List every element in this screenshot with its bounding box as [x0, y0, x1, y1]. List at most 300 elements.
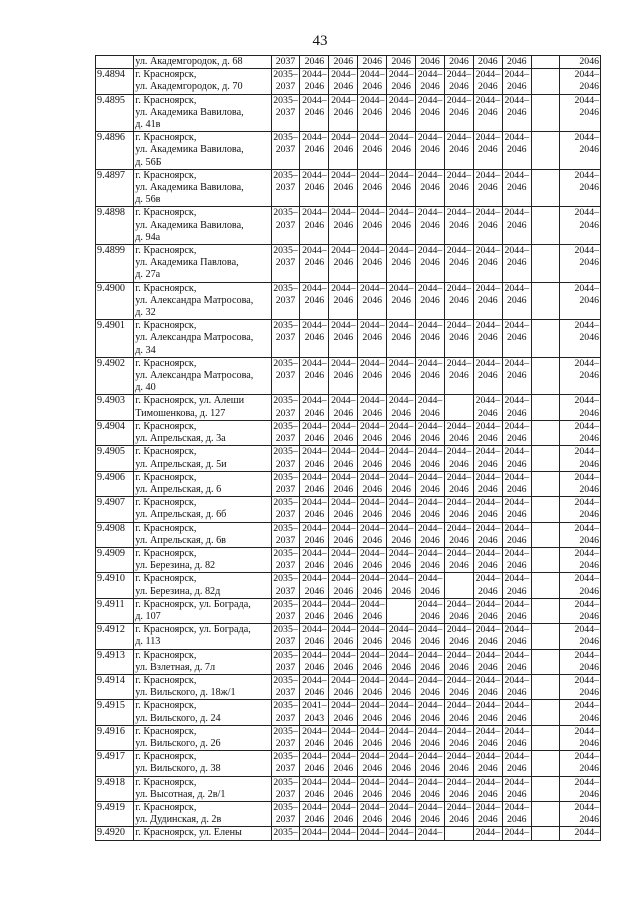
year-cell: 2044– 2046 — [473, 801, 502, 826]
year-cell: 2044– 2046 — [358, 751, 387, 776]
year-cell: 2044– 2046 — [387, 751, 416, 776]
year-cell: 2044– 2046 — [300, 547, 329, 572]
row-number: 9.4904 — [96, 420, 134, 445]
row-number: 9.4906 — [96, 471, 134, 496]
year-cell: 2044– 2046 — [444, 497, 473, 522]
empty-cell — [531, 776, 559, 801]
year-cell: 2037 — [271, 56, 300, 69]
year-cell: 2044– 2046 — [444, 751, 473, 776]
table-row — [96, 320, 601, 358]
year-cell: 2044– 2046 — [300, 420, 329, 445]
year-cell: 2044– 2046 — [444, 649, 473, 674]
year-cell: 2044– 2046 — [387, 573, 416, 598]
address-cell: г. Красноярск, ул. Апрельская, д. 3а — [134, 420, 271, 445]
address-cell: г. Красноярск, ул. Академика Вавилова, д. 56Б — [134, 132, 271, 170]
year-cell: 2044– — [387, 827, 416, 840]
table-row — [96, 94, 601, 132]
table-row — [96, 446, 601, 471]
empty-cell — [531, 573, 559, 598]
year-cell: 2044– 2046 — [300, 801, 329, 826]
year-cell: 2035– 2037 — [271, 725, 300, 750]
year-cell: 2044– 2046 — [358, 420, 387, 445]
year-cell: 2044– 2046 — [444, 169, 473, 207]
final-year-cell: 2044– 2046 — [559, 446, 600, 471]
row-number: 9.4901 — [96, 320, 134, 358]
year-cell: 2044– 2046 — [387, 522, 416, 547]
year-cell: 2044– 2046 — [473, 446, 502, 471]
year-cell: 2044– 2046 — [329, 700, 358, 725]
final-year-cell: 2044– 2046 — [559, 169, 600, 207]
empty-cell — [531, 725, 559, 750]
year-cell: 2044– 2046 — [358, 801, 387, 826]
year-cell: 2044– 2046 — [416, 547, 445, 572]
year-cell: 2044– 2046 — [358, 649, 387, 674]
year-cell: 2035– 2037 — [271, 674, 300, 699]
year-cell: 2044– 2046 — [473, 245, 502, 283]
year-cell: 2044– — [300, 827, 329, 840]
year-cell: 2046 — [444, 56, 473, 69]
row-number: 9.4911 — [96, 598, 134, 623]
year-cell: 2044– 2046 — [473, 598, 502, 623]
year-cell: 2044– 2046 — [502, 420, 531, 445]
final-year-cell: 2044– 2046 — [559, 357, 600, 395]
year-cell: 2044– 2046 — [329, 598, 358, 623]
final-year-cell: 2044– 2046 — [559, 420, 600, 445]
year-cell: 2044– 2046 — [329, 725, 358, 750]
empty-cell — [531, 245, 559, 283]
year-cell: 2035– 2037 — [271, 471, 300, 496]
year-cell: 2044– 2046 — [387, 446, 416, 471]
final-year-cell: 2044– — [559, 827, 600, 840]
address-cell: г. Красноярск, ул. Александра Матросова, д. 34 — [134, 320, 271, 358]
year-cell: 2035– 2037 — [271, 132, 300, 170]
year-cell: 2044– 2046 — [300, 245, 329, 283]
table-row — [96, 282, 601, 320]
table-row — [96, 69, 601, 94]
year-cell: 2044– 2046 — [502, 674, 531, 699]
year-cell: 2044– 2046 — [300, 132, 329, 170]
row-number: 9.4920 — [96, 827, 134, 840]
empty-cell — [531, 598, 559, 623]
empty-cell — [531, 132, 559, 170]
address-cell: г. Красноярск, ул. Березина, д. 82д — [134, 573, 271, 598]
address-cell: г. Красноярск, ул. Вильского, д. 24 — [134, 700, 271, 725]
year-cell: 2044– 2046 — [300, 446, 329, 471]
row-number — [96, 56, 134, 69]
year-cell: 2044– 2046 — [329, 776, 358, 801]
year-cell: 2044– 2046 — [444, 700, 473, 725]
year-cell: 2035– 2037 — [271, 169, 300, 207]
year-cell: 2044– 2046 — [502, 169, 531, 207]
empty-cell — [531, 169, 559, 207]
year-cell: 2044– 2046 — [329, 649, 358, 674]
year-cell: 2044– 2046 — [444, 207, 473, 245]
final-year-cell: 2044– 2046 — [559, 649, 600, 674]
year-cell: 2044– 2046 — [329, 497, 358, 522]
year-cell: 2044– 2046 — [502, 547, 531, 572]
empty-cell — [531, 395, 559, 420]
row-number: 9.4908 — [96, 522, 134, 547]
year-cell: 2044– 2046 — [387, 245, 416, 283]
table-row — [96, 573, 601, 598]
year-cell: 2044– 2046 — [387, 94, 416, 132]
year-cell: 2044– 2046 — [300, 776, 329, 801]
year-cell: 2046 — [329, 56, 358, 69]
year-cell: 2044– 2046 — [387, 471, 416, 496]
year-cell: 2044– 2046 — [416, 497, 445, 522]
year-cell: 2044– 2046 — [473, 420, 502, 445]
year-cell: 2044– 2046 — [473, 674, 502, 699]
year-cell: 2044– 2046 — [300, 598, 329, 623]
address-cell: г. Красноярск, ул. Алеши Тимошенкова, д. 127 — [134, 395, 271, 420]
address-cell: г. Красноярск, ул. Вильского, д. 38 — [134, 751, 271, 776]
row-number: 9.4899 — [96, 245, 134, 283]
empty-cell — [531, 827, 559, 840]
year-cell: 2044– — [416, 827, 445, 840]
row-number: 9.4917 — [96, 751, 134, 776]
year-cell: 2044– 2046 — [387, 69, 416, 94]
table-row — [96, 649, 601, 674]
table-row — [96, 776, 601, 801]
year-cell: 2044– 2046 — [358, 776, 387, 801]
year-cell: 2044– 2046 — [473, 282, 502, 320]
year-cell: 2035– 2037 — [271, 598, 300, 623]
final-year-cell: 2044– 2046 — [559, 751, 600, 776]
year-cell: 2035– 2037 — [271, 649, 300, 674]
year-cell: 2044– 2046 — [300, 207, 329, 245]
year-cell: 2044– 2046 — [329, 573, 358, 598]
year-cell: 2044– 2046 — [358, 132, 387, 170]
year-cell: 2035– — [271, 827, 300, 840]
table-row — [96, 132, 601, 170]
year-cell: 2044– 2046 — [416, 751, 445, 776]
year-cell: 2035– 2037 — [271, 700, 300, 725]
empty-cell — [531, 420, 559, 445]
year-cell: 2044– 2046 — [444, 320, 473, 358]
year-cell: 2044– 2046 — [416, 598, 445, 623]
year-cell: 2044– 2046 — [502, 395, 531, 420]
year-cell: 2044– 2046 — [502, 776, 531, 801]
empty-cell — [531, 471, 559, 496]
year-cell: 2044– 2046 — [444, 282, 473, 320]
year-cell: 2044– 2046 — [473, 471, 502, 496]
row-number: 9.4918 — [96, 776, 134, 801]
final-year-cell: 2044– 2046 — [559, 320, 600, 358]
row-number: 9.4915 — [96, 700, 134, 725]
year-cell: 2044– 2046 — [416, 357, 445, 395]
empty-cell — [531, 522, 559, 547]
year-cell: 2044– 2046 — [387, 282, 416, 320]
year-cell: 2046 — [473, 56, 502, 69]
year-cell: 2044– 2046 — [473, 522, 502, 547]
empty-cell — [531, 56, 559, 69]
year-cell: 2044– 2046 — [473, 320, 502, 358]
year-cell: 2044– 2046 — [502, 497, 531, 522]
year-cell: 2044– 2046 — [416, 776, 445, 801]
year-cell: 2035– 2037 — [271, 207, 300, 245]
year-cell: 2044– 2046 — [502, 801, 531, 826]
year-cell: 2044– 2046 — [502, 69, 531, 94]
year-cell: 2044– 2046 — [358, 69, 387, 94]
year-cell: 2044– 2046 — [473, 69, 502, 94]
address-cell: г. Красноярск, ул. Вильского, д. 26 — [134, 725, 271, 750]
year-cell: 2044– 2046 — [444, 245, 473, 283]
empty-cell — [531, 801, 559, 826]
year-cell: 2044– 2046 — [444, 725, 473, 750]
year-cell: 2035– 2037 — [271, 751, 300, 776]
empty-cell — [531, 649, 559, 674]
year-cell — [444, 395, 473, 420]
year-cell: 2044– 2046 — [444, 94, 473, 132]
address-cell: г. Красноярск, ул. Березина, д. 82 — [134, 547, 271, 572]
year-cell: 2044– 2046 — [473, 573, 502, 598]
year-cell: 2044– 2046 — [502, 357, 531, 395]
final-year-cell: 2044– 2046 — [559, 245, 600, 283]
year-cell: 2044– 2046 — [473, 497, 502, 522]
row-number: 9.4897 — [96, 169, 134, 207]
year-cell: 2044– 2046 — [358, 357, 387, 395]
year-cell: 2044– 2046 — [502, 522, 531, 547]
year-cell: 2044– 2046 — [416, 573, 445, 598]
year-cell: 2044– 2046 — [329, 624, 358, 649]
year-cell: 2044– 2046 — [473, 395, 502, 420]
year-cell: 2044– 2046 — [329, 169, 358, 207]
table-row — [96, 801, 601, 826]
year-cell: 2044– 2046 — [387, 320, 416, 358]
year-cell: 2044– 2046 — [358, 471, 387, 496]
year-cell: 2044– 2046 — [329, 357, 358, 395]
empty-cell — [531, 94, 559, 132]
year-cell: 2044– 2046 — [502, 624, 531, 649]
year-cell: 2044– 2046 — [387, 547, 416, 572]
year-cell: 2044– 2046 — [416, 700, 445, 725]
year-cell: 2035– 2037 — [271, 357, 300, 395]
year-cell: 2044– 2046 — [329, 132, 358, 170]
year-cell: 2044– 2046 — [416, 471, 445, 496]
final-year-cell: 2044– 2046 — [559, 69, 600, 94]
year-cell: 2044– 2046 — [502, 598, 531, 623]
year-cell: 2046 — [502, 56, 531, 69]
year-cell: 2044– 2046 — [416, 207, 445, 245]
row-number: 9.4905 — [96, 446, 134, 471]
row-number: 9.4903 — [96, 395, 134, 420]
year-cell: 2044– 2046 — [300, 522, 329, 547]
year-cell: 2044– 2046 — [300, 674, 329, 699]
table-row — [96, 497, 601, 522]
year-cell: 2044– 2046 — [358, 624, 387, 649]
year-cell: 2044– 2046 — [444, 674, 473, 699]
address-cell: г. Красноярск, ул. Дудинская, д. 2в — [134, 801, 271, 826]
year-cell: 2044– 2046 — [300, 395, 329, 420]
table-row — [96, 420, 601, 445]
table-row — [96, 169, 601, 207]
year-cell: 2044– 2046 — [387, 649, 416, 674]
address-cell: г. Красноярск, ул. Академика Павлова, д. 27а — [134, 245, 271, 283]
table-row — [96, 395, 601, 420]
row-number: 9.4916 — [96, 725, 134, 750]
year-cell: 2044– 2046 — [300, 624, 329, 649]
year-cell: 2044– 2046 — [502, 282, 531, 320]
year-cell: 2044– 2046 — [444, 624, 473, 649]
row-number: 9.4910 — [96, 573, 134, 598]
year-cell: 2035– 2037 — [271, 497, 300, 522]
final-year-cell: 2044– 2046 — [559, 522, 600, 547]
year-cell: 2044– 2046 — [329, 395, 358, 420]
address-cell: г. Красноярск, ул. Апрельская, д. 5и — [134, 446, 271, 471]
year-cell: 2044– — [473, 827, 502, 840]
year-cell: 2044– 2046 — [387, 801, 416, 826]
year-cell: 2035– 2037 — [271, 547, 300, 572]
final-year-cell: 2044– 2046 — [559, 282, 600, 320]
table-row — [96, 471, 601, 496]
year-cell: 2044– 2046 — [387, 700, 416, 725]
table-row — [96, 598, 601, 623]
year-cell: 2044– 2046 — [358, 598, 387, 623]
address-cell: г. Красноярск, ул. Академгородок, д. 70 — [134, 69, 271, 94]
final-year-cell: 2044– 2046 — [559, 132, 600, 170]
year-cell: 2035– 2037 — [271, 69, 300, 94]
year-cell: 2044– 2046 — [387, 395, 416, 420]
empty-cell — [531, 547, 559, 572]
year-cell: 2044– 2046 — [416, 169, 445, 207]
year-cell: 2044– 2046 — [300, 751, 329, 776]
row-number: 9.4896 — [96, 132, 134, 170]
row-number: 9.4913 — [96, 649, 134, 674]
final-year-cell: 2044– 2046 — [559, 700, 600, 725]
year-cell: 2044– 2046 — [329, 282, 358, 320]
year-cell: 2035– 2037 — [271, 395, 300, 420]
year-cell: 2044– 2046 — [358, 725, 387, 750]
address-cell: г. Красноярск, ул. Апрельская, д. 6б — [134, 497, 271, 522]
empty-cell — [531, 446, 559, 471]
year-cell: 2044– 2046 — [358, 207, 387, 245]
row-number: 9.4895 — [96, 94, 134, 132]
row-number: 9.4902 — [96, 357, 134, 395]
year-cell: 2044– 2046 — [329, 446, 358, 471]
row-number: 9.4907 — [96, 497, 134, 522]
year-cell — [444, 573, 473, 598]
year-cell: 2044– 2046 — [502, 649, 531, 674]
year-cell: 2044– 2046 — [444, 776, 473, 801]
year-cell: 2044– 2046 — [473, 207, 502, 245]
year-cell: 2044– 2046 — [502, 245, 531, 283]
table-row — [96, 700, 601, 725]
year-cell: 2044– 2046 — [387, 497, 416, 522]
year-cell: 2044– 2046 — [329, 69, 358, 94]
year-cell: 2044– 2046 — [300, 94, 329, 132]
year-cell: 2044– 2046 — [358, 169, 387, 207]
year-cell: 2035– 2037 — [271, 282, 300, 320]
year-cell: 2044– 2046 — [300, 357, 329, 395]
year-cell: 2044– 2046 — [502, 207, 531, 245]
year-cell: 2044– 2046 — [473, 624, 502, 649]
year-cell: 2044– 2046 — [358, 395, 387, 420]
year-cell: 2044– 2046 — [416, 245, 445, 283]
table-row — [96, 547, 601, 572]
table-row — [96, 725, 601, 750]
page-number: 43 — [312, 33, 328, 49]
year-cell: 2035– 2037 — [271, 573, 300, 598]
empty-cell — [531, 69, 559, 94]
year-cell: 2035– 2037 — [271, 420, 300, 445]
year-cell: 2044– 2046 — [416, 725, 445, 750]
year-cell: 2044– 2046 — [416, 420, 445, 445]
year-cell: 2044– 2046 — [300, 69, 329, 94]
empty-cell — [531, 282, 559, 320]
address-cell: ул. Академгородок, д. 68 — [134, 56, 271, 69]
year-cell: 2044– 2046 — [300, 725, 329, 750]
final-year-cell: 2044– 2046 — [559, 598, 600, 623]
year-cell: 2044– 2046 — [473, 700, 502, 725]
year-cell: 2044– 2046 — [473, 649, 502, 674]
year-cell: 2044– 2046 — [502, 94, 531, 132]
year-cell: 2044– 2046 — [329, 207, 358, 245]
year-cell: 2035– 2037 — [271, 320, 300, 358]
year-cell: 2044– 2046 — [444, 446, 473, 471]
year-cell: 2044– 2046 — [358, 674, 387, 699]
address-cell: г. Красноярск, ул. Бограда, д. 107 — [134, 598, 271, 623]
year-cell: 2044– 2046 — [473, 169, 502, 207]
year-cell: 2044– 2046 — [473, 132, 502, 170]
final-year-cell: 2044– 2046 — [559, 801, 600, 826]
year-cell: 2044– 2046 — [502, 700, 531, 725]
year-cell: 2044– 2046 — [444, 547, 473, 572]
year-cell: 2044– 2046 — [444, 522, 473, 547]
address-cell: г. Красноярск, ул. Академика Вавилова, д. 56в — [134, 169, 271, 207]
year-cell: 2044– 2046 — [300, 320, 329, 358]
year-cell: 2044– 2046 — [416, 674, 445, 699]
year-cell: 2044– 2046 — [358, 573, 387, 598]
year-cell: 2044– 2046 — [444, 69, 473, 94]
empty-cell — [531, 207, 559, 245]
table-row — [96, 357, 601, 395]
year-cell: 2044– 2046 — [502, 573, 531, 598]
year-cell: 2044– 2046 — [358, 700, 387, 725]
year-cell: 2044– 2046 — [416, 94, 445, 132]
year-cell: 2035– 2037 — [271, 624, 300, 649]
year-cell: 2044– 2046 — [444, 132, 473, 170]
table-row — [96, 522, 601, 547]
row-number: 9.4898 — [96, 207, 134, 245]
year-cell: 2041– 2043 — [300, 700, 329, 725]
year-cell: 2044– 2046 — [358, 245, 387, 283]
year-cell: 2044– 2046 — [416, 395, 445, 420]
year-cell: 2044– 2046 — [387, 132, 416, 170]
year-cell: 2044– 2046 — [358, 94, 387, 132]
empty-cell — [531, 700, 559, 725]
year-cell: 2044– 2046 — [387, 169, 416, 207]
year-cell: 2044– 2046 — [502, 446, 531, 471]
year-cell: 2044– 2046 — [502, 751, 531, 776]
registry-table-body — [96, 56, 601, 841]
year-cell: 2044– 2046 — [387, 624, 416, 649]
year-cell: 2035– 2037 — [271, 801, 300, 826]
year-cell: 2044– 2046 — [329, 471, 358, 496]
year-cell: 2044– 2046 — [416, 132, 445, 170]
year-cell: 2046 — [300, 56, 329, 69]
address-cell: г. Красноярск, ул. Вильского, д. 18ж/1 — [134, 674, 271, 699]
year-cell: 2044– 2046 — [387, 725, 416, 750]
year-cell: 2044– 2046 — [329, 320, 358, 358]
year-cell: 2044– — [329, 827, 358, 840]
year-cell: 2044– 2046 — [329, 801, 358, 826]
year-cell: 2044– 2046 — [473, 94, 502, 132]
year-cell: 2044– 2046 — [444, 420, 473, 445]
year-cell: 2044– 2046 — [300, 649, 329, 674]
year-cell: 2046 — [416, 56, 445, 69]
year-cell: 2044– 2046 — [416, 320, 445, 358]
year-cell: 2044– 2046 — [502, 471, 531, 496]
